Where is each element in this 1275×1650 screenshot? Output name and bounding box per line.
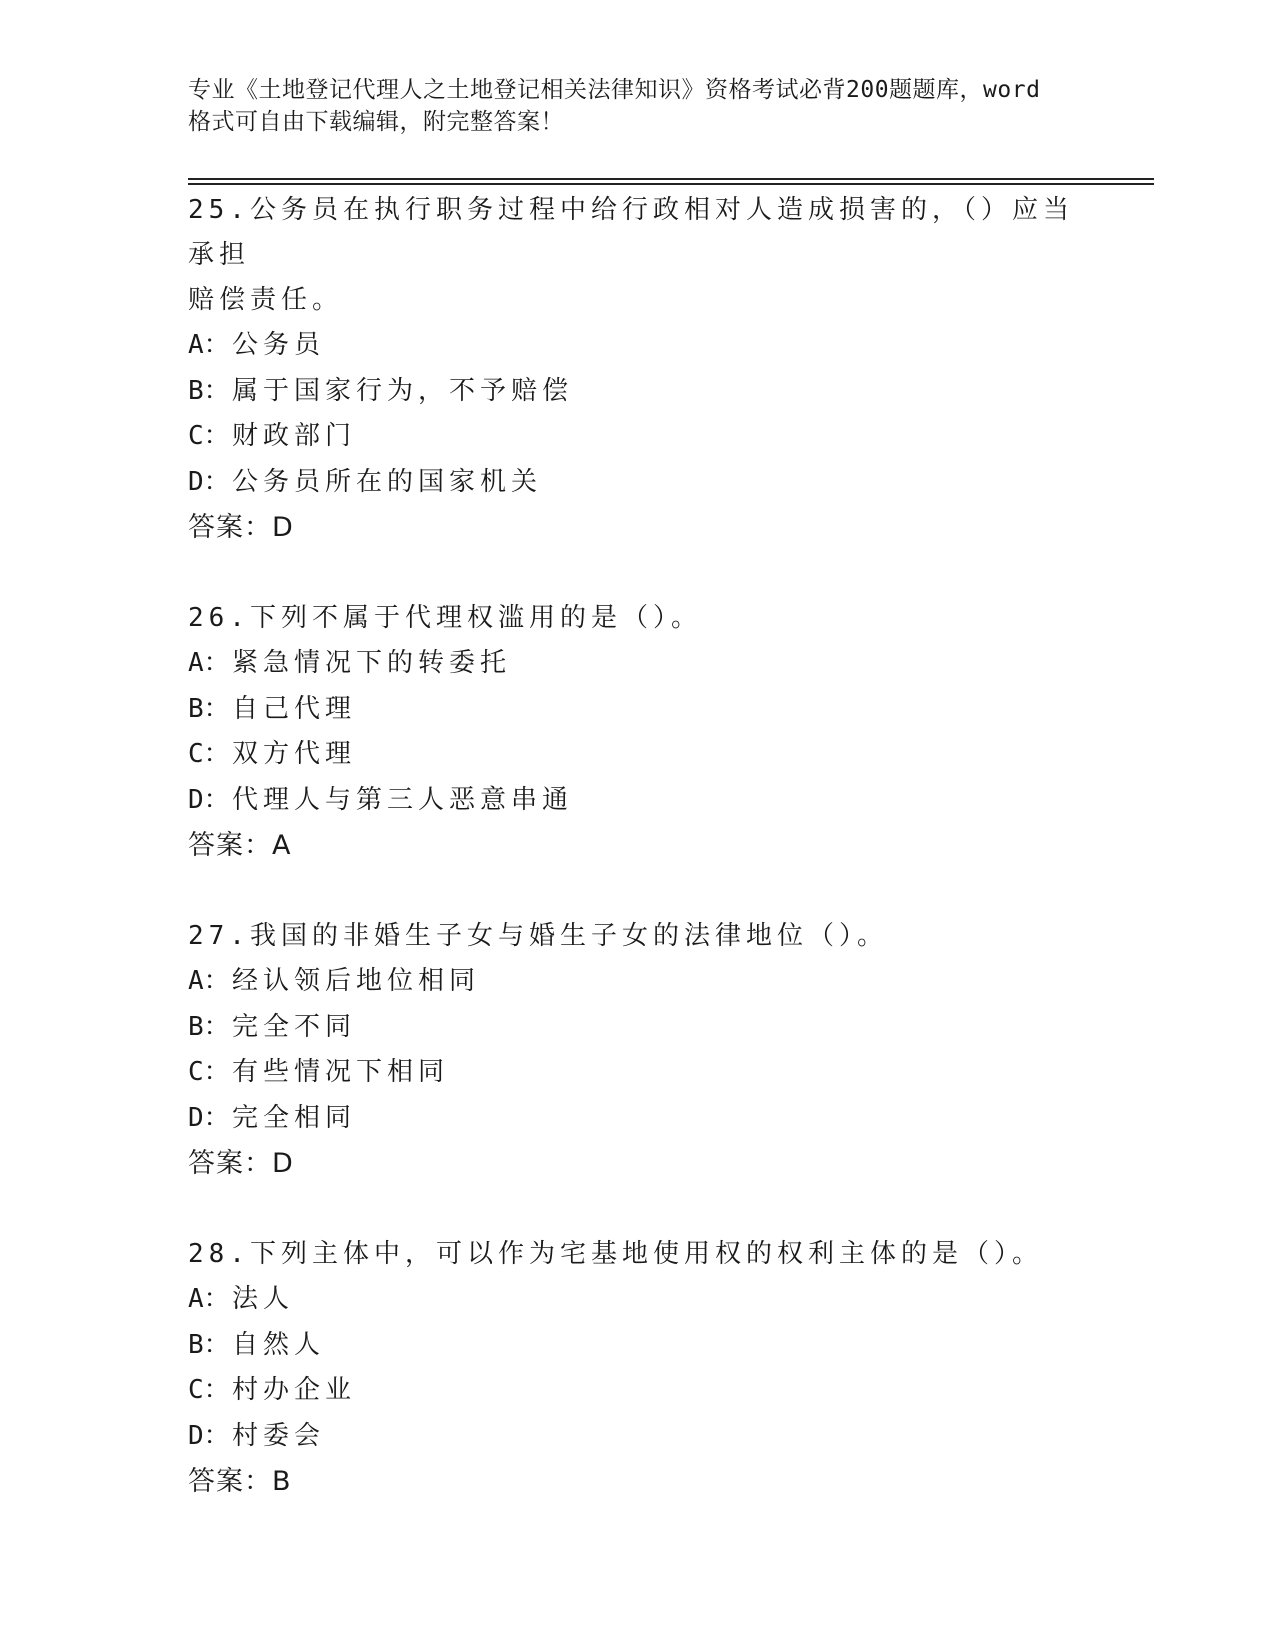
question-stem-line: 28.下列主体中，可以作为宅基地使用权的权利主体的是（）。 bbox=[188, 1239, 1043, 1269]
question-list bbox=[188, 188, 1088, 1550]
option-letter: D： bbox=[188, 784, 230, 815]
option-c bbox=[188, 1050, 1088, 1096]
question-item bbox=[188, 596, 1088, 868]
option-d bbox=[188, 778, 1088, 824]
option-b bbox=[188, 1005, 1088, 1051]
question-stem bbox=[188, 914, 1088, 959]
answer-label: 答案： bbox=[188, 1148, 272, 1179]
option-a bbox=[188, 1277, 1088, 1323]
option-letter: B： bbox=[188, 1011, 230, 1042]
option-text: 完全不同 bbox=[232, 1011, 357, 1042]
option-text: 完全相同 bbox=[232, 1102, 357, 1133]
option-letter: B： bbox=[188, 375, 230, 406]
question-stem bbox=[188, 188, 1088, 323]
option-text: 代理人与第三人恶意串通 bbox=[232, 784, 574, 815]
option-text: 公务员 bbox=[232, 330, 326, 360]
header-line-1: 专业《土地登记代理人之土地登记相关法律知识》资格考试必背200题题库，word bbox=[188, 77, 1041, 103]
option-text: 属于国家行为，不予赔偿 bbox=[232, 375, 574, 406]
option-text: 财政部门 bbox=[232, 421, 357, 451]
answer-label: 答案： bbox=[188, 830, 272, 861]
option-letter: C： bbox=[188, 739, 230, 769]
header-divider-bottom bbox=[188, 183, 1154, 185]
option-letter: C： bbox=[188, 421, 230, 451]
answer-label: 答案： bbox=[188, 512, 272, 543]
answer-line bbox=[188, 505, 1088, 550]
option-text: 自然人 bbox=[232, 1329, 326, 1360]
question-stem bbox=[188, 596, 1088, 641]
answer-line bbox=[188, 823, 1088, 868]
option-text: 经认领后地位相同 bbox=[232, 966, 481, 996]
question-stem-line: 27.我国的非婚生子女与婚生子女的法律地位（）。 bbox=[188, 921, 888, 951]
option-letter: D： bbox=[188, 1420, 230, 1451]
answer-value: A bbox=[272, 830, 291, 861]
option-b bbox=[188, 369, 1088, 415]
question-stem-line: 25.公务员在执行职务过程中给行政相对人造成损害的，（）应当承担 bbox=[188, 195, 1074, 270]
question-item bbox=[188, 188, 1088, 550]
option-c bbox=[188, 1368, 1088, 1414]
header-line-2: 格式可自由下载编辑，附完整答案！ bbox=[188, 109, 564, 135]
option-text: 紧急情况下的转委托 bbox=[232, 648, 512, 678]
option-letter: C： bbox=[188, 1057, 230, 1087]
option-letter: A： bbox=[188, 966, 230, 996]
question-stem bbox=[188, 1232, 1088, 1277]
option-letter: A： bbox=[188, 648, 230, 678]
option-d bbox=[188, 1414, 1088, 1460]
question-item bbox=[188, 1232, 1088, 1504]
option-b bbox=[188, 687, 1088, 733]
option-text: 有些情况下相同 bbox=[232, 1057, 450, 1087]
option-c bbox=[188, 732, 1088, 778]
answer-value: D bbox=[272, 1148, 293, 1179]
option-text: 法人 bbox=[232, 1284, 295, 1314]
option-letter: B： bbox=[188, 693, 230, 724]
option-b bbox=[188, 1323, 1088, 1369]
option-text: 公务员所在的国家机关 bbox=[232, 466, 543, 497]
option-letter: D： bbox=[188, 466, 230, 497]
header-divider-top bbox=[188, 178, 1154, 180]
option-d bbox=[188, 460, 1088, 506]
option-text: 双方代理 bbox=[232, 739, 357, 769]
option-letter: A： bbox=[188, 1284, 230, 1314]
option-text: 村办企业 bbox=[232, 1375, 357, 1405]
answer-line bbox=[188, 1141, 1088, 1186]
answer-value: B bbox=[272, 1466, 291, 1497]
option-text: 自己代理 bbox=[232, 693, 357, 724]
question-item bbox=[188, 914, 1088, 1186]
option-letter: C： bbox=[188, 1375, 230, 1405]
option-c bbox=[188, 414, 1088, 460]
option-a bbox=[188, 959, 1088, 1005]
document-header bbox=[188, 74, 1088, 138]
answer-value: D bbox=[272, 512, 293, 543]
answer-line bbox=[188, 1459, 1088, 1504]
option-letter: D： bbox=[188, 1102, 230, 1133]
option-d bbox=[188, 1096, 1088, 1142]
question-stem-line: 赔偿责任。 bbox=[188, 285, 344, 315]
option-a bbox=[188, 641, 1088, 687]
option-a bbox=[188, 323, 1088, 369]
answer-label: 答案： bbox=[188, 1466, 272, 1497]
option-letter: B： bbox=[188, 1329, 230, 1360]
option-letter: A： bbox=[188, 330, 230, 360]
option-text: 村委会 bbox=[232, 1420, 326, 1451]
question-stem-line: 26.下列不属于代理权滥用的是（）。 bbox=[188, 603, 702, 633]
